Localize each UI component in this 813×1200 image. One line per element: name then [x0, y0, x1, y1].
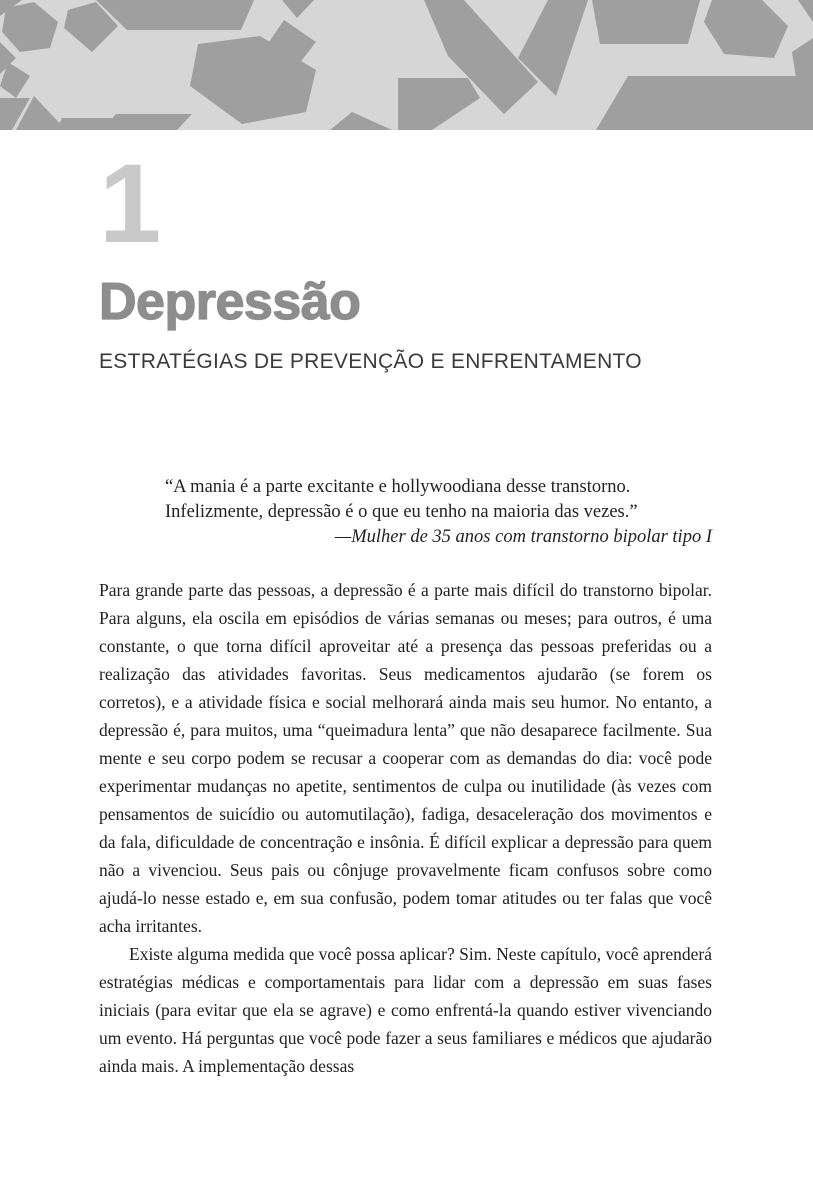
page-content	[0, 141, 813, 1080]
epigraph	[99, 475, 712, 550]
epigraph-attribution: —Mulher de 35 anos com transtorno bipolar tipo I	[334, 527, 712, 548]
body-paragraph: Para grande parte das pessoas, a depressão é a parte mais difícil do transtorno bipolar. Para alguns, ela oscila em episódios de várias semanas ou meses; para outros, é uma constante, o que torna difícil aproveitar até a presença das pessoas preferidas ou a realização das atividades favoritas. Seus medicamentos ajudarão (se forem os corretos), e a atividade física e social melhorará ainda mais seu humor. No entanto, a depressão é, para muitos, uma “queimadura lenta” que não desaparece facilmente. Sua mente e seu corpo podem se recusar a cooperar com as demandas do dia: você pode experimentar mudanças no apetite, sentimentos de culpa ou inutilidade (às vezes com pensamentos de suicídio ou automutilação), fadiga, desaceleração dos movimentos e da fala, dificuldade de concentração e insônia. É difícil explicar a depressão para quem não a vivenciou. Seus pais ou cônjuge provavelmente ficam confusos sobre como ajudá-lo nesse estado e, em sua confusão, podem tomar atitudes ou ter falas que você acha irritantes.	[99, 580, 712, 937]
chapter-title: Depressão	[99, 273, 361, 331]
header-pattern-graphic	[0, 0, 813, 130]
body-paragraph: Existe alguma medida que você possa aplicar? Sim. Neste capítulo, você aprenderá estratégias médicas e comportamentais para lidar com a depressão em suas fases iniciais (para evitar que ela se agrave) e como enfrentá-la quando estiver vivenciando um evento. Há perguntas que você pode fazer a seus familiares e médicos que ajudarão ainda mais. A implementação dessas	[99, 944, 712, 1077]
epigraph-line: “A mania é a parte excitante e hollywoodiana desse transtorno.	[165, 477, 631, 498]
chapter-subtitle: ESTRATÉGIAS DE PREVENÇÃO E ENFRENTAMENTO	[99, 350, 642, 374]
chapter-number: 1	[99, 141, 160, 266]
body-text	[99, 576, 712, 1080]
epigraph-line: Infelizmente, depressão é o que eu tenho na maioria das vezes.”	[165, 502, 638, 523]
